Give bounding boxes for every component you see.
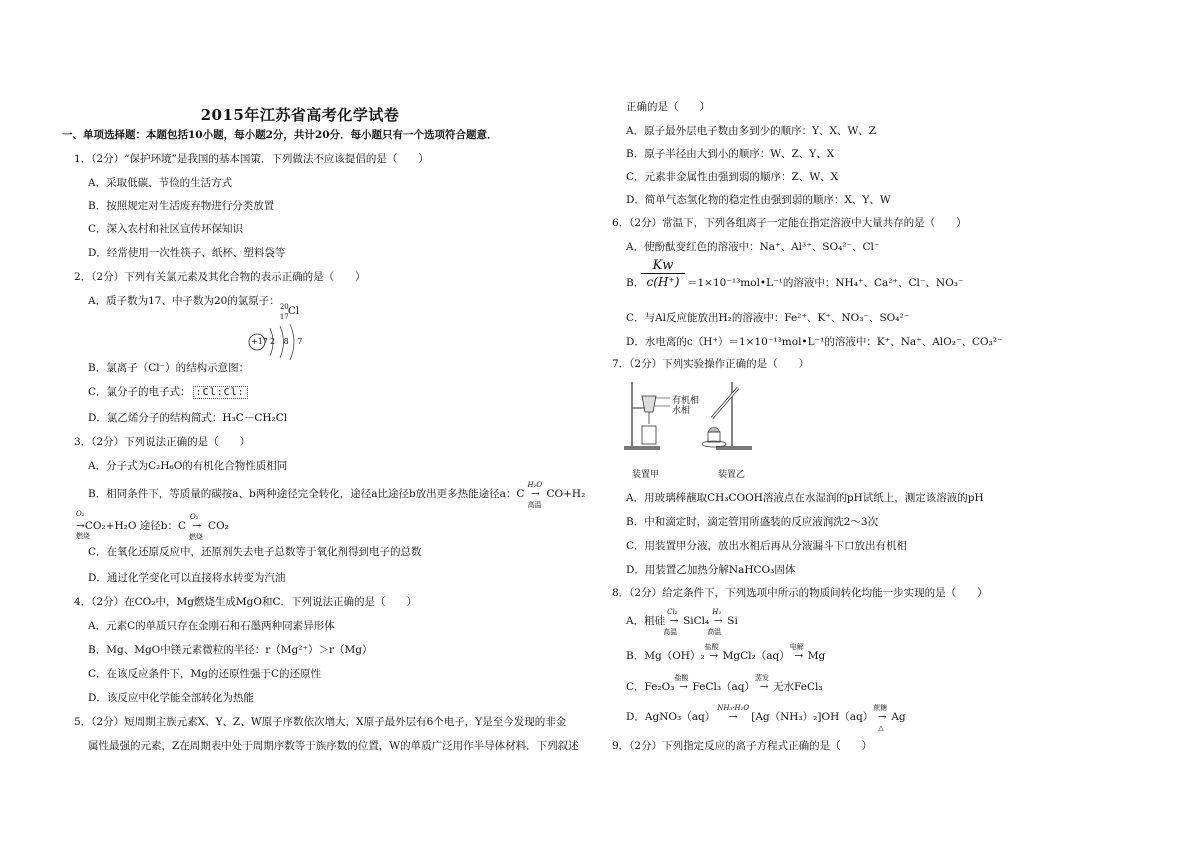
q7-option-a: A．用玻璃棒蘸取CH₃COOH溶液点在水湿润的pH试纸上，测定该溶液的pH bbox=[626, 492, 984, 504]
q5-option-d: D．简单气态氢化物的稳定性由强到弱的顺序：X、Y、W bbox=[626, 194, 891, 206]
q8c-end: 无水FeCl₃ bbox=[773, 681, 823, 693]
q8b-arrow1: 盐酸 → bbox=[705, 649, 723, 663]
reaction-arrow: H₂O → 高温 bbox=[524, 487, 546, 501]
question-6: 6．（2分）常温下，下列各组离子一定能在指定溶液中大量共存的是（ ） bbox=[612, 217, 967, 229]
device-a-caption: 装置甲 bbox=[632, 470, 660, 480]
lab-apparatus-figure bbox=[622, 378, 762, 466]
q8a-arrow2-bottom: 高温 bbox=[707, 628, 722, 636]
q3b-product: CO+H₂ bbox=[546, 488, 586, 500]
q8c-arrow1-top: 盐酸 bbox=[674, 674, 689, 682]
q8c-start: C．Fe₂O₃ bbox=[626, 681, 675, 693]
q8c-arrow2-top: 蒸发 bbox=[755, 674, 770, 682]
question-2: 2．（2分）下列有关氯元素及其化合物的表示正确的是（ ） bbox=[74, 271, 366, 283]
q8-option-b bbox=[626, 643, 826, 663]
q8a-mid: SiCl₄ bbox=[683, 615, 710, 627]
q8b-arrow2-top: 电解 bbox=[789, 643, 804, 651]
aqueous-phase-label: 水相 bbox=[672, 406, 691, 416]
q2-option-d: D．氯乙烯分子的结构简式：H₃C－CH₂Cl bbox=[88, 412, 288, 424]
arrow-top-reagent: H₂O bbox=[527, 481, 543, 489]
element-symbol: Cl bbox=[287, 305, 300, 317]
q7-option-c: C．用装置甲分液，放出水相后再从分液漏斗下口放出有机相 bbox=[626, 540, 908, 552]
q4-option-d: D．该反应中化学能全部转化为热能 bbox=[88, 692, 254, 704]
question-8: 8．（2分）给定条件下，下列选项中所示的物质间转化均能一步实现的是（ ） bbox=[612, 587, 988, 599]
arrow2-top: O₂ bbox=[190, 513, 199, 521]
q8a-arrow1-top: Cl₂ bbox=[667, 608, 678, 616]
q8c-arrow2: 蒸发 → bbox=[755, 680, 773, 694]
q5-option-b: B．原子半径由大到小的顺序：W、Z、Y、X bbox=[626, 148, 835, 160]
q2-option-b: B．氯离子（Cl⁻）的结构示意图： bbox=[88, 362, 250, 374]
q8d-arrow2: 蔗糖 → △ bbox=[873, 710, 891, 724]
q3b-text: B．相同条件下，等质量的碳按a、b两种途径完全转化，途径a比途径b放出更多热能途径a：C bbox=[88, 488, 525, 500]
q4-option-b: B．Mg、MgO中镁元素微粒的半径：r（Mg²⁺）＞r（Mg） bbox=[88, 644, 373, 656]
fraction-numerator: Kw bbox=[641, 258, 685, 274]
q8b-mid: MgCl₂（aq） bbox=[722, 650, 790, 662]
q2-option-c bbox=[88, 385, 248, 400]
q6-option-d: D．水电离的c（H⁺）＝1×10⁻¹³mol•L⁻¹的溶液中：K⁺、Na⁺、AlO₂⁻、CO₃²⁻ bbox=[626, 336, 1003, 348]
q3b-line2-top: O₂ bbox=[76, 510, 85, 518]
q5-option-a: A．原子最外层电子数由多到少的顺序：Y、X、W、Z bbox=[626, 125, 877, 137]
q8c-mid: FeCl₃（aq） bbox=[692, 681, 756, 693]
q4-option-c: C．在该反应条件下，Mg的还原性强于C的还原性 bbox=[88, 668, 322, 680]
arrow2-bottom: 燃烧 bbox=[189, 533, 204, 541]
q8a-arrow1: Cl₂ → 高温 bbox=[665, 614, 683, 628]
fraction-denominator: c(H⁺) bbox=[646, 275, 680, 289]
q3b-line2: →CO₂+H₂O 途径b：C O₂ → 燃烧 CO₂ bbox=[76, 519, 229, 533]
q8d-mid: [Ag（NH₃）₂]OH（aq） bbox=[751, 711, 874, 723]
q2a-text: A．质子数为17、中子数为20的氯原子： bbox=[88, 295, 280, 307]
q1-option-b: B．按照规定对生活废弃物进行分类放置 bbox=[88, 200, 275, 212]
chlorine-electron-dot-formula: :Cl:Cl: bbox=[193, 386, 248, 399]
q1-option-a: A．采取低碳、节俭的生活方式 bbox=[88, 177, 233, 189]
q3b-line2-product: CO₂ bbox=[208, 520, 229, 532]
q3b-line2-bottom: 燃烧 bbox=[76, 532, 90, 540]
q8d-arrow2-bottom: △ bbox=[878, 724, 884, 732]
q8d-arrow1-top: NH₃·H₂O bbox=[717, 704, 750, 712]
page-title: 2015年江苏省高考化学试卷 bbox=[200, 106, 400, 124]
q8-option-a bbox=[626, 608, 738, 636]
q3-option-a: A．分子式为C₂H₆O的有机化合物性质相同 bbox=[88, 460, 288, 472]
reaction-arrow-2: O₂ → 燃烧 bbox=[186, 519, 208, 533]
atom-nucleus-label: +17 bbox=[251, 337, 268, 346]
atom-shell-electrons: 2 8 7 bbox=[270, 337, 306, 346]
q6-option-b-rest: ＝1×10⁻¹³mol•L⁻¹的溶液中：NH₄⁺、Ca²⁺、Cl⁻、NO₃⁻ bbox=[687, 277, 964, 289]
q6-option-c: C．与Al反应能放出H₂的溶液中：Fe²⁺、K⁺、NO₃⁻、SO₄²⁻ bbox=[626, 312, 910, 324]
q3b-line2-text: CO₂+H₂O 途径b：C bbox=[84, 520, 187, 532]
q3-option-d: D．通过化学变化可以直接将水转变为汽油 bbox=[88, 572, 286, 584]
question-9: 9．（2分）下列指定反应的离子方程式正确的是（ ） bbox=[612, 740, 873, 752]
q8b-arrow2: 电解 → bbox=[790, 649, 808, 663]
q8c-arrow1: 盐酸 → bbox=[675, 680, 693, 694]
q6-option-b-prefix: B． bbox=[626, 277, 645, 289]
q8a-end: Si bbox=[727, 615, 738, 627]
q8d-arrow2-top: 蔗糖 bbox=[873, 704, 888, 712]
q5-option-c: C．元素非金属性由强到弱的顺序：Z、W、X bbox=[626, 171, 839, 183]
q8b-arrow1-top: 盐酸 bbox=[704, 643, 719, 651]
question-5-line2: 属性最强的元素，Z在周期表中处于周期序数等于族序数的位置，W的单质广泛用作半导体材料．下列叙述 bbox=[88, 740, 579, 752]
q1-option-d: D．经常使用一次性筷子、纸杯、塑料袋等 bbox=[88, 247, 286, 259]
q8b-end: Mg bbox=[807, 650, 826, 662]
q8a-start: A．粗硅 bbox=[626, 615, 666, 627]
question-5-line1: 5．（2分）短周期主族元素X、Y、Z、W原子序数依次增大，X原子最外层有6个电子，Y是至今发现的非金 bbox=[74, 716, 567, 728]
question-7: 7．（2分）下列实验操作正确的是（ ） bbox=[612, 358, 810, 370]
q8-option-d bbox=[626, 704, 906, 732]
arrow-bottom-condition: 高温 bbox=[527, 501, 542, 509]
q8a-arrow2-top: H₂ bbox=[712, 608, 722, 616]
q8a-arrow1-bottom: 高温 bbox=[663, 628, 678, 636]
q2c-text: C．氯分子的电子式： bbox=[88, 386, 191, 398]
device-b-caption: 装置乙 bbox=[718, 470, 746, 480]
q8b-start: B．Mg（OH）₂ bbox=[626, 650, 705, 662]
section-heading: 一、单项选择题：本题包括10小题，每小题2分，共计20分．每小题只有一个选项符合题意． bbox=[62, 129, 498, 141]
q8-option-c bbox=[626, 674, 823, 694]
q3-option-b bbox=[88, 481, 586, 509]
q1-option-c: C．深入农村和社区宣传环保知识 bbox=[88, 223, 244, 235]
mass-number: 20 bbox=[279, 303, 289, 311]
q7-option-b: B．中和滴定时，滴定管用所盛装的反应液润洗2～3次 bbox=[626, 516, 879, 528]
atomic-number: 17 bbox=[279, 313, 289, 321]
q3-option-c: C．在氧化还原反应中，还原剂失去电子总数等于氧化剂得到电子的总数 bbox=[88, 546, 422, 558]
question-4: 4．（2分）在CO₂中，Mg燃烧生成MgO和C．下列说法正确的是（ ） bbox=[74, 596, 418, 608]
organic-phase-label: 有机相 bbox=[672, 396, 700, 406]
question-5-line3: 正确的是（ ） bbox=[626, 101, 710, 113]
question-3: 3．（2分）下列说法正确的是（ ） bbox=[74, 436, 251, 448]
q8d-end: Ag bbox=[891, 711, 906, 723]
q8a-arrow2: H₂ → 高温 bbox=[709, 614, 727, 628]
q6-option-a: A．使酚酞变红色的溶液中：Na⁺、Al³⁺、SO₄²⁻、Cl⁻ bbox=[626, 241, 880, 253]
q8d-start: D．AgNO₃（aq） bbox=[626, 711, 716, 723]
q2-option-a bbox=[88, 294, 300, 321]
kw-fraction bbox=[641, 258, 685, 290]
q7-option-d: D．用装置乙加热分解NaHCO₃固体 bbox=[626, 564, 796, 576]
q8d-arrow1: NH₃·H₂O → bbox=[715, 710, 751, 724]
question-1: 1．（2分）“保护环境”是我国的基本国策．下列做法不应该提倡的是（ ） bbox=[74, 153, 429, 165]
q4-option-a: A．元素C的单质只存在金刚石和石墨两种同素异形体 bbox=[88, 620, 335, 632]
